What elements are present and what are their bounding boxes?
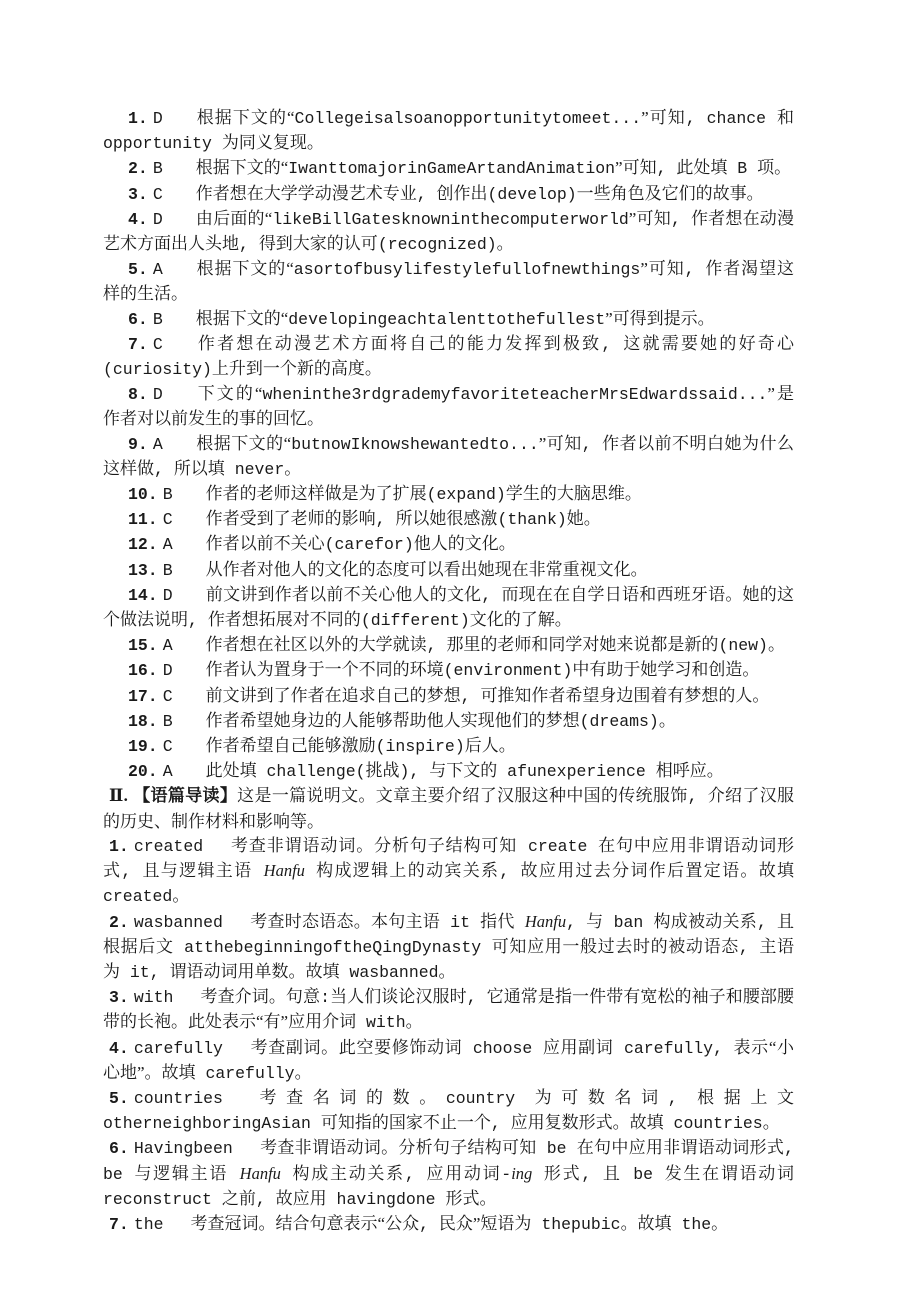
latin-text-run: (environment)	[443, 661, 573, 681]
latin-text-run: countries	[663, 1114, 763, 1134]
latin-text-run: ,	[738, 937, 760, 957]
chinese-text-run: 学生的大脑思维。	[505, 484, 642, 504]
italic-term: ing	[511, 1163, 533, 1183]
item-answer: A	[152, 434, 163, 454]
chinese-text-run: 在句中应用非谓语动词形式	[576, 1138, 785, 1158]
chinese-text-run: 主语为	[103, 936, 795, 981]
chinese-text-run: 。	[284, 458, 302, 478]
chinese-text-run: 这就需要她的好奇心	[623, 333, 794, 353]
item-answer: B	[162, 711, 173, 731]
chinese-text-run: 表示“小心地”。故填	[103, 1037, 795, 1082]
latin-text-run: create	[517, 836, 599, 856]
latin-text-run: (curiosity)	[103, 360, 212, 380]
answer-item	[103, 207, 794, 257]
chinese-text-run: 作者想拓展对不同的	[207, 610, 361, 630]
latin-text-run: never	[224, 459, 285, 479]
answer-item	[103, 633, 794, 658]
answer-item	[103, 684, 794, 709]
item-answer: C	[152, 334, 163, 354]
latin-text-run: ),	[399, 762, 430, 782]
latin-text-run: ,	[756, 912, 778, 932]
latin-text-run: ,	[687, 787, 708, 807]
item-answer: D	[162, 585, 173, 605]
latin-text-run: (carefor)	[324, 535, 414, 555]
item-text	[103, 434, 794, 478]
latin-text-run: carefully,	[613, 1038, 734, 1058]
chinese-text-run: ”可得到提示。	[605, 308, 715, 328]
latin-text-run: ,	[375, 510, 396, 530]
latin-text-run: challenge(	[256, 762, 366, 782]
item-answer: A	[162, 762, 173, 782]
item-answer: C	[162, 510, 173, 530]
item-answer: carefully	[133, 1038, 223, 1058]
chinese-text-run: 考查时态语态。本句主语	[249, 911, 441, 931]
chinese-text-run: 指代	[480, 911, 515, 931]
chinese-text-run: 根据下文的“	[195, 158, 289, 178]
latin-text-run: created	[103, 887, 173, 907]
item-number: 2.	[128, 159, 148, 179]
latin-text-run: (expand)	[426, 485, 506, 505]
chinese-text-run: 。	[762, 1113, 780, 1133]
chinese-text-run: 根据下文的“	[195, 108, 295, 127]
item-number: 15.	[128, 636, 158, 656]
section-cloze-answer-explanations	[103, 106, 794, 784]
answer-item	[103, 985, 794, 1035]
italic-term: Hanfu	[263, 861, 305, 881]
item-answer: C	[162, 686, 173, 706]
latin-text-run: wheninthe3rdgrademyfavoriteteacherMrsEdwardssaid...	[262, 385, 768, 405]
latin-text-run: choose	[462, 1038, 543, 1058]
item-text	[103, 334, 794, 378]
chinese-text-run: ”可知	[538, 433, 582, 453]
chinese-text-run: 由后面的“	[195, 208, 273, 228]
answer-item	[103, 1086, 794, 1136]
item-number: 13.	[128, 560, 158, 580]
latin-text-run: opportunity	[103, 134, 222, 154]
latin-text-run: :	[320, 988, 330, 1008]
chinese-text-run: 一些角色及它们的故事。	[576, 183, 764, 203]
chinese-text-run: 考查冠词。结合句意表示“公众	[190, 1213, 420, 1233]
item-number: 3.	[109, 988, 129, 1008]
chinese-text-run: 所以她很感激	[395, 509, 498, 529]
chinese-text-run: 与下文的	[429, 761, 498, 781]
chinese-text-run: 民众”短语为	[438, 1213, 532, 1233]
item-answer: created	[133, 836, 204, 856]
item-text	[206, 660, 760, 679]
chinese-text-run: 作者想在社区以外的大学就读	[205, 635, 427, 655]
chinese-text-run: 这是一篇说明文。文章主要介绍了汉服这种中国的传统服饰	[237, 786, 688, 806]
answer-item	[103, 709, 794, 734]
latin-text-run: ,	[416, 184, 437, 204]
italic-term: Hanfu	[524, 911, 567, 931]
latin-text-run: ,	[656, 159, 677, 179]
latin-text-run: ,	[684, 260, 706, 280]
latin-text-run: Collegeisalsoanopportunitytomeet...	[294, 109, 642, 128]
chinese-text-run: 故应用过去分词作后置定语。故填	[520, 861, 795, 881]
item-text	[206, 484, 642, 503]
item-text	[103, 384, 794, 428]
chinese-text-run: 考查介词。句意	[200, 987, 321, 1007]
latin-text-run	[532, 1165, 544, 1184]
item-number: 8.	[128, 385, 148, 405]
chinese-text-run: 他人的文化。	[413, 534, 516, 554]
answer-item	[103, 1136, 794, 1212]
latin-text-run: ,	[601, 334, 624, 354]
chinese-text-run: 且根据后文	[103, 911, 795, 956]
answer-document	[103, 106, 794, 1237]
latin-text-run: reconstruct	[103, 1189, 222, 1209]
latin-text-run: asortofbusylifestylefullofnewthings	[293, 260, 641, 280]
answer-item	[103, 834, 794, 910]
chinese-text-run: 此处填	[205, 761, 257, 781]
chinese-text-run: 此处填	[676, 158, 728, 178]
item-text	[206, 560, 648, 579]
chinese-text-run: 应用复数形式。故填	[510, 1113, 664, 1133]
item-text	[103, 259, 794, 303]
chinese-text-run: 。	[767, 635, 785, 655]
latin-text-run	[515, 913, 525, 932]
chinese-text-run: 构成主动关系	[292, 1163, 405, 1183]
latin-text-run: ,	[566, 912, 587, 932]
latin-text-run: ,	[499, 862, 521, 882]
answer-item	[103, 784, 794, 833]
chinese-text-run: 故应用	[275, 1188, 327, 1208]
item-text	[103, 209, 794, 253]
chinese-text-run: 文化的了解。	[469, 610, 572, 630]
item-label: 【语篇导读】	[132, 786, 238, 806]
chinese-text-run: 根据下文的“	[195, 308, 289, 328]
item-text	[206, 711, 676, 730]
latin-text-run: IwanttomajorinGameArtandAnimation	[288, 159, 616, 179]
answer-item	[103, 507, 794, 532]
chinese-text-run: 谓语动词用单数。故填	[169, 961, 340, 981]
latin-text-run: (different)	[360, 611, 470, 631]
chinese-text-run: 作者希望她身边的人能够帮助他人实现他们的梦想	[205, 710, 580, 730]
latin-text-run: ,	[670, 209, 691, 229]
item-answer: A	[152, 260, 163, 280]
chinese-text-run: 作者想在大学学动漫艺术专业	[195, 183, 417, 203]
item-number: 4.	[109, 1038, 129, 1058]
latin-text-run: ,	[239, 235, 259, 255]
chinese-text-run: 而现在在自学日语和西班牙语。她的这个做法说明	[103, 584, 794, 630]
latin-text-run	[252, 862, 263, 881]
chinese-text-run: 考查副词。此空要修饰动词	[249, 1037, 463, 1057]
chinese-text-run: 前文讲到了作者在追求自己的梦想	[205, 685, 461, 705]
item-number: 16.	[128, 661, 158, 681]
chinese-text-run: 根据下文的“	[195, 433, 292, 453]
answer-item	[103, 106, 794, 156]
chinese-text-run: 。	[172, 886, 190, 906]
item-text	[206, 761, 724, 780]
item-answer: D	[152, 385, 163, 405]
item-answer: D	[152, 209, 163, 229]
latin-text-run: it	[440, 912, 481, 932]
chinese-text-run: 与	[586, 911, 604, 931]
item-number: 7.	[128, 334, 148, 354]
item-number: 7.	[109, 1214, 129, 1234]
chinese-text-run: 形式。	[445, 1188, 497, 1208]
item-number: 12.	[128, 535, 158, 555]
chinese-text-run: 发生在谓语动词	[664, 1163, 795, 1183]
chinese-text-run: 与逻辑主语	[134, 1163, 229, 1183]
answer-item	[103, 583, 794, 633]
answer-item	[103, 558, 794, 583]
answer-item	[103, 332, 794, 382]
chinese-text-run: 所以填	[173, 458, 225, 478]
latin-text-run: (develop)	[487, 184, 577, 204]
latin-text-run: ,	[481, 585, 502, 605]
italic-term: Hanfu	[239, 1163, 281, 1183]
chinese-text-run: 可推知作者希望身边围着有梦想的人。	[480, 685, 770, 705]
chinese-text-run: 得到大家的认可	[258, 234, 378, 254]
latin-text-run: ,	[188, 611, 208, 631]
answer-item	[103, 257, 794, 306]
item-text	[103, 585, 794, 629]
chinese-text-run: 。	[438, 961, 456, 981]
chinese-text-run: 和	[777, 108, 795, 127]
item-answer: countries	[133, 1088, 223, 1108]
latin-text-run: ,	[154, 459, 174, 479]
chinese-text-run: ”可知	[628, 208, 671, 228]
item-answer: Havingbeen	[133, 1139, 233, 1159]
item-answer: A	[162, 535, 173, 555]
item-text	[191, 1214, 729, 1233]
answer-item	[103, 432, 794, 482]
latin-text-run: afunexperience	[497, 762, 656, 782]
item-text	[206, 534, 516, 553]
chinese-text-run: 为可数名词	[534, 1087, 668, 1107]
item-number: 14.	[128, 585, 158, 605]
chinese-text-run: 作者以前不明白她为什么这样做	[103, 433, 795, 478]
latin-text-run: developingeachtalenttothefullest	[288, 309, 606, 329]
chinese-text-run: 。	[405, 1012, 423, 1032]
chinese-text-run: 作者想在动漫艺术方面出人头地	[103, 208, 795, 254]
section-grammar-fill-explanations	[103, 784, 794, 1237]
latin-text-run: the	[671, 1214, 712, 1234]
latin-text-run: ,	[255, 1189, 276, 1209]
item-text	[196, 184, 764, 203]
chinese-text-run: 项。	[757, 158, 792, 178]
latin-text-run: (new)	[718, 636, 768, 656]
latin-text-run: carefully	[195, 1063, 295, 1083]
chinese-text-run: 作者受到了老师的影响	[205, 509, 376, 529]
item-answer: wasbanned	[133, 912, 223, 932]
chinese-text-run: 考查非谓语动词。分析句子结构可知	[259, 1138, 537, 1158]
latin-text-run: , be	[103, 1139, 795, 1184]
chinese-text-run: 当人们谈论汉服时	[329, 987, 467, 1007]
chinese-text-run: 作者认为置身于一个不同的环境	[205, 660, 444, 680]
latin-text-run: ,	[419, 1214, 439, 1234]
latin-text-run: otherneighboringAsian	[103, 1114, 321, 1134]
answer-item	[103, 734, 794, 759]
item-number: Ⅱ.	[109, 786, 128, 806]
answer-item	[103, 1036, 794, 1086]
chinese-text-run: 作者希望自己能够激励	[205, 736, 376, 756]
chinese-text-run: 上升到一个新的高度。	[211, 359, 382, 379]
latin-text-run: B	[727, 159, 758, 179]
item-number: 2.	[109, 912, 129, 932]
item-text	[206, 509, 601, 528]
latin-text-run: ,	[404, 1164, 427, 1184]
chinese-text-run: 挑战	[365, 761, 400, 781]
latin-text-run: wasbanned	[339, 962, 439, 982]
chinese-text-run: 在句中应用非谓语动词形式	[103, 835, 795, 881]
chinese-text-run: 前文讲到作者以前不关心他人的文化	[205, 584, 482, 604]
chinese-text-run: 中有助于她学习和创造。	[572, 660, 760, 680]
chinese-text-run: 考查非谓语动词。分析句子结构可知	[230, 835, 518, 855]
chinese-text-run: 作者以前不关心	[205, 534, 325, 554]
latin-text-run: be	[536, 1139, 577, 1159]
item-number: 19.	[128, 737, 158, 757]
latin-text-run: -	[501, 1164, 512, 1184]
chinese-text-run: 那里的老师和同学对她来说都是新的	[446, 635, 719, 655]
latin-text-run	[305, 862, 316, 881]
answer-item	[103, 182, 794, 207]
latin-text-run: ,	[581, 1164, 603, 1184]
chinese-text-run: 相呼应。	[655, 761, 724, 781]
latin-text-run: havingdone	[326, 1189, 446, 1209]
chinese-text-run: 它通常是指一件带有宽松的袖子和腰部腰带的长袍。此处表示“有”应用介词	[103, 987, 795, 1032]
item-answer: D	[162, 661, 173, 681]
chinese-text-run: 她。	[566, 509, 601, 529]
latin-text-run: atthebeginningoftheQingDynasty	[173, 937, 492, 957]
item-answer: B	[152, 309, 163, 329]
chinese-text-run: 考查名词的数。	[249, 1087, 446, 1107]
chinese-text-run: 。	[711, 1213, 729, 1233]
chinese-text-run: 之前	[221, 1188, 256, 1208]
latin-text-run: it,	[120, 962, 170, 982]
chinese-text-run: 可知应用一般过去时的被动语态	[491, 936, 739, 956]
item-text	[103, 108, 794, 152]
latin-text-run: ,	[667, 1088, 698, 1108]
chinese-text-run: 应用副词	[542, 1037, 614, 1057]
item-text	[103, 987, 794, 1031]
latin-text-run: (thank)	[497, 510, 567, 530]
chinese-text-run: 可知指的国家不止一个	[320, 1113, 491, 1133]
chinese-text-run: 作者的老师这样做是为了扩展	[205, 484, 427, 504]
item-answer: B	[162, 485, 173, 505]
chinese-text-run: 形式	[543, 1163, 582, 1183]
latin-text-run: likeBillGatesknowninthecomputerworld	[272, 209, 629, 229]
latin-text-run: thepubic	[531, 1214, 621, 1234]
item-number: 4.	[128, 209, 148, 229]
item-text	[206, 736, 516, 755]
item-answer: C	[152, 184, 163, 204]
item-number: 1.	[109, 836, 129, 856]
chinese-text-run: 创作出	[436, 183, 488, 203]
latin-text-run: butnowIknowshewantedto...	[291, 434, 539, 454]
item-number: 5.	[128, 260, 148, 280]
chinese-text-run: 应用动词	[426, 1163, 502, 1183]
answer-item	[103, 910, 794, 986]
chinese-text-run: ”可知	[640, 259, 685, 279]
latin-text-run: , chance	[685, 109, 778, 128]
item-text	[206, 635, 785, 654]
item-number: 18.	[128, 711, 158, 731]
latin-text-run: ,	[466, 988, 487, 1008]
chinese-text-run: 后人。	[464, 736, 516, 756]
item-answer: D	[152, 109, 163, 128]
latin-text-run	[228, 1165, 240, 1184]
chinese-text-run: 下文的“	[195, 384, 263, 404]
chinese-text-run: 作者想在动漫艺术方面将自己的能力发挥到极致	[195, 333, 602, 353]
item-text	[103, 836, 794, 905]
chinese-text-run: 。故填	[620, 1213, 672, 1233]
item-answer: with	[133, 988, 174, 1008]
item-answer: B	[152, 159, 163, 179]
latin-text-run: ban	[603, 912, 654, 932]
answer-item	[103, 658, 794, 683]
item-number: 17.	[128, 686, 158, 706]
chinese-text-run: ”可知	[615, 158, 657, 178]
answer-item	[103, 382, 794, 431]
chinese-text-run: 构成被动关系	[653, 911, 757, 931]
latin-text-run: with	[356, 1013, 406, 1033]
item-number: 3.	[128, 184, 148, 204]
chinese-text-run: 作者渴望这样的生活。	[103, 259, 795, 304]
latin-text-run: ,	[426, 636, 447, 656]
item-text	[196, 309, 715, 328]
chinese-text-run: ”可知	[641, 108, 686, 127]
latin-text-run	[281, 1165, 293, 1184]
item-number: 11.	[128, 510, 158, 530]
latin-text-run: ,	[490, 1114, 511, 1134]
chinese-text-run: 根据上文	[697, 1087, 795, 1107]
latin-text-run: (dreams)	[579, 711, 659, 731]
latin-text-run: country	[445, 1088, 535, 1108]
latin-text-run: ,	[581, 434, 603, 454]
item-number: 5.	[109, 1088, 129, 1108]
chinese-text-run: 根据下文的“	[195, 259, 294, 279]
chinese-text-run: 。	[294, 1062, 312, 1082]
item-number: 10.	[128, 485, 158, 505]
latin-text-run: be	[621, 1164, 665, 1184]
chinese-text-run: 构成逻辑上的动宾关系	[316, 861, 500, 881]
item-answer: A	[162, 636, 173, 656]
item-answer: the	[133, 1214, 164, 1234]
item-answer: B	[162, 560, 173, 580]
latin-text-run: ,	[121, 862, 143, 882]
item-text	[196, 158, 791, 177]
chinese-text-run: 介绍了汉服的历史、制作材料和影响等。	[103, 786, 795, 831]
answer-item	[103, 759, 794, 784]
item-number: 20.	[128, 762, 158, 782]
item-number: 6.	[109, 1139, 129, 1159]
item-number: 9.	[128, 434, 148, 454]
answer-item	[103, 307, 794, 332]
chinese-text-run: ”是作者对以前发生的事的回忆。	[103, 384, 795, 429]
answer-item	[103, 482, 794, 507]
chinese-text-run: 。	[658, 710, 676, 730]
answer-item	[103, 1212, 794, 1237]
item-text	[206, 686, 770, 705]
answer-item	[103, 156, 794, 181]
chinese-text-run: 且与逻辑主语	[142, 861, 253, 881]
item-number: 1.	[128, 109, 148, 128]
chinese-text-run: 从作者对他人的文化的态度可以看出她现在非常重视文化。	[205, 559, 648, 579]
answer-item	[103, 532, 794, 557]
chinese-text-run: 。	[496, 234, 514, 254]
item-number: 6.	[128, 309, 148, 329]
chinese-text-run: 为同义复现。	[221, 133, 324, 153]
latin-text-run: (inspire)	[375, 737, 465, 757]
latin-text-run: ,	[460, 686, 481, 706]
latin-text-run: (recognized)	[377, 235, 497, 255]
chinese-text-run: 且	[602, 1163, 622, 1183]
item-answer: C	[162, 737, 173, 757]
